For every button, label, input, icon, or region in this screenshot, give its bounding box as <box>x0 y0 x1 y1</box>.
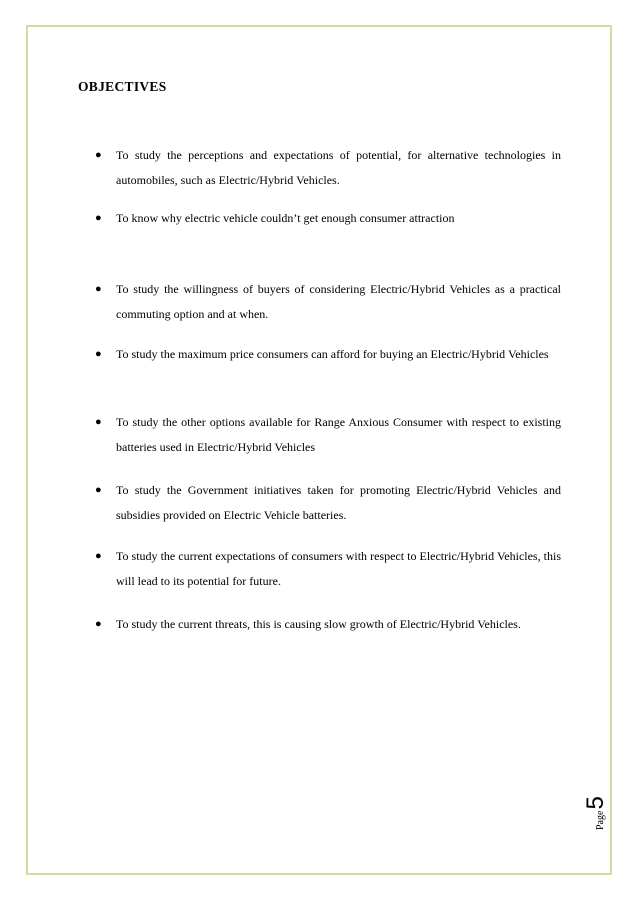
bullet-icon: ● <box>95 348 102 360</box>
bullet-icon: ● <box>95 283 102 295</box>
objective-text: To study the other options available for Range Anxious Consumer with respect to existing batteries used in Electric/Hybrid Vehicles <box>116 415 561 454</box>
bullet-icon: ● <box>95 212 102 224</box>
page-label: Page <box>595 810 606 830</box>
page-number <box>582 774 622 834</box>
objective-item <box>93 342 561 367</box>
bullet-icon: ● <box>95 416 102 428</box>
objective-item <box>93 410 561 460</box>
objective-text: To study the current expectations of consumers with respect to Electric/Hybrid Vehicles, this will lead to its potential for future. <box>116 549 561 588</box>
objective-item <box>93 612 561 637</box>
bullet-icon: ● <box>95 618 102 630</box>
bullet-icon: ● <box>95 149 102 161</box>
objective-text: To study the willingness of buyers of considering Electric/Hybrid Vehicles as a practical commuting option and at when. <box>116 282 561 321</box>
objective-text: To study the maximum price consumers can afford for buying an Electric/Hybrid Vehicles <box>116 347 549 361</box>
objective-text: To study the current threats, this is causing slow growth of Electric/Hybrid Vehicles. <box>116 617 521 631</box>
objective-item <box>93 478 561 528</box>
objective-item <box>93 143 561 193</box>
page-number-value: 5 <box>582 796 609 810</box>
objective-text: To know why electric vehicle couldn’t get enough consumer attraction <box>116 211 455 225</box>
objective-item <box>93 544 561 594</box>
objective-item <box>93 277 561 327</box>
bullet-icon: ● <box>95 550 102 562</box>
section-heading: OBJECTIVES <box>78 79 167 94</box>
bullet-icon: ● <box>95 484 102 496</box>
objective-text: To study the perceptions and expectations of potential, for alternative technologies in automobiles, such as Electric/Hybrid Vehicles. <box>116 148 561 187</box>
objective-text: To study the Government initiatives taken for promoting Electric/Hybrid Vehicles and subsidies provided on Electric Vehicle batteries. <box>116 483 561 522</box>
objective-item <box>93 206 561 231</box>
